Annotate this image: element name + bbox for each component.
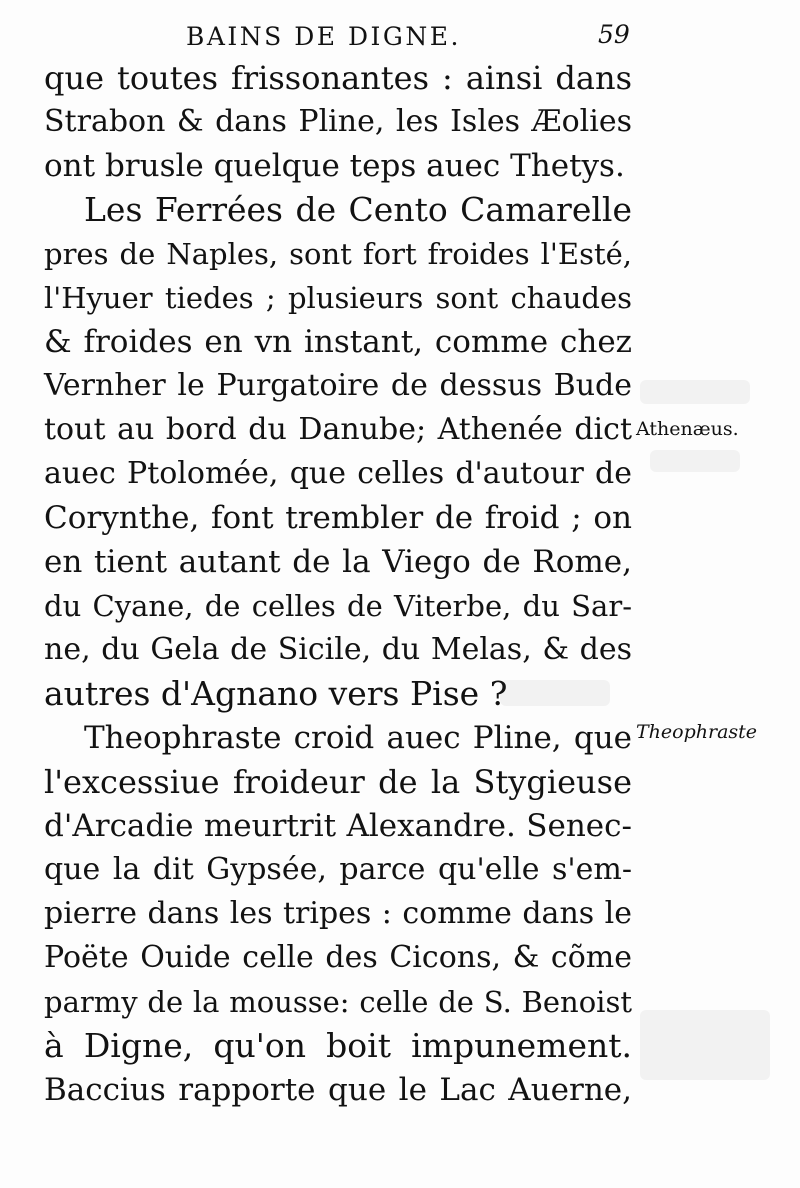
body-text <box>44 56 632 1112</box>
text-line: Baccius rapporte que le Lac Auerne, <box>44 1072 632 1108</box>
text-line: tout au bord du Danube; Athenée dict <box>44 412 632 447</box>
text-line: que la dit Gypsée, parce qu'elle s'em- <box>44 852 632 887</box>
text-line: Theophraste croid auec Pline, que <box>84 720 632 756</box>
text-line: Strabon & dans Pline, les Isles Æolies <box>44 104 632 139</box>
text-line: d'Arcadie meurtrit Alexandre. Senec- <box>44 808 632 844</box>
text-line: à Digne, qu'on boit impunement. <box>44 1026 632 1065</box>
text-line: autres d'Agnano vers Pise ? <box>44 674 508 713</box>
text-line: Corynthe, font trembler de froid ; on <box>44 500 632 536</box>
text-line: & froides en vn instant, comme chez <box>44 324 632 360</box>
text-line: en tient autant de la Viego de Rome, <box>44 544 632 580</box>
margin-note-athenaeus: Athenæus. <box>636 418 739 440</box>
text-line: Vernher le Purgatoire de dessus Bude <box>44 368 632 403</box>
text-line: Poëte Ouide celle des Cicons, & cõme <box>44 940 632 975</box>
text-line: l'excessiue froideur de la Stygieuse <box>44 763 632 801</box>
show-through-smudge <box>640 380 750 404</box>
text-line: ont brusle quelque teps auec Thetys. <box>44 148 625 184</box>
text-line: que toutes frissonantes : ainsi dans <box>44 59 632 97</box>
page-number: 59 <box>598 20 630 49</box>
text-line: parmy de la mousse: celle de S. Benoist <box>44 985 632 1019</box>
text-line: Les Ferrées de Cento Camarelle <box>84 190 632 229</box>
text-line: du Cyane, de celles de Viterbe, du Sar- <box>44 589 632 623</box>
text-line: pierre dans les tripes : comme dans le <box>44 896 632 931</box>
text-line: l'Hyuer tiedes ; plusieurs sont chaudes <box>44 281 632 315</box>
text-line: ne, du Gela de Sicile, du Melas, & des <box>44 632 632 667</box>
text-line: pres de Naples, sont fort froides l'Esté, <box>44 237 632 271</box>
show-through-smudge <box>640 1010 770 1080</box>
text-line: auec Ptolomée, que celles d'autour de <box>44 456 632 491</box>
margin-note-theophraste: Theophraste <box>636 721 758 743</box>
show-through-smudge <box>650 450 740 472</box>
running-title: BAINS DE DIGNE. <box>186 22 461 51</box>
